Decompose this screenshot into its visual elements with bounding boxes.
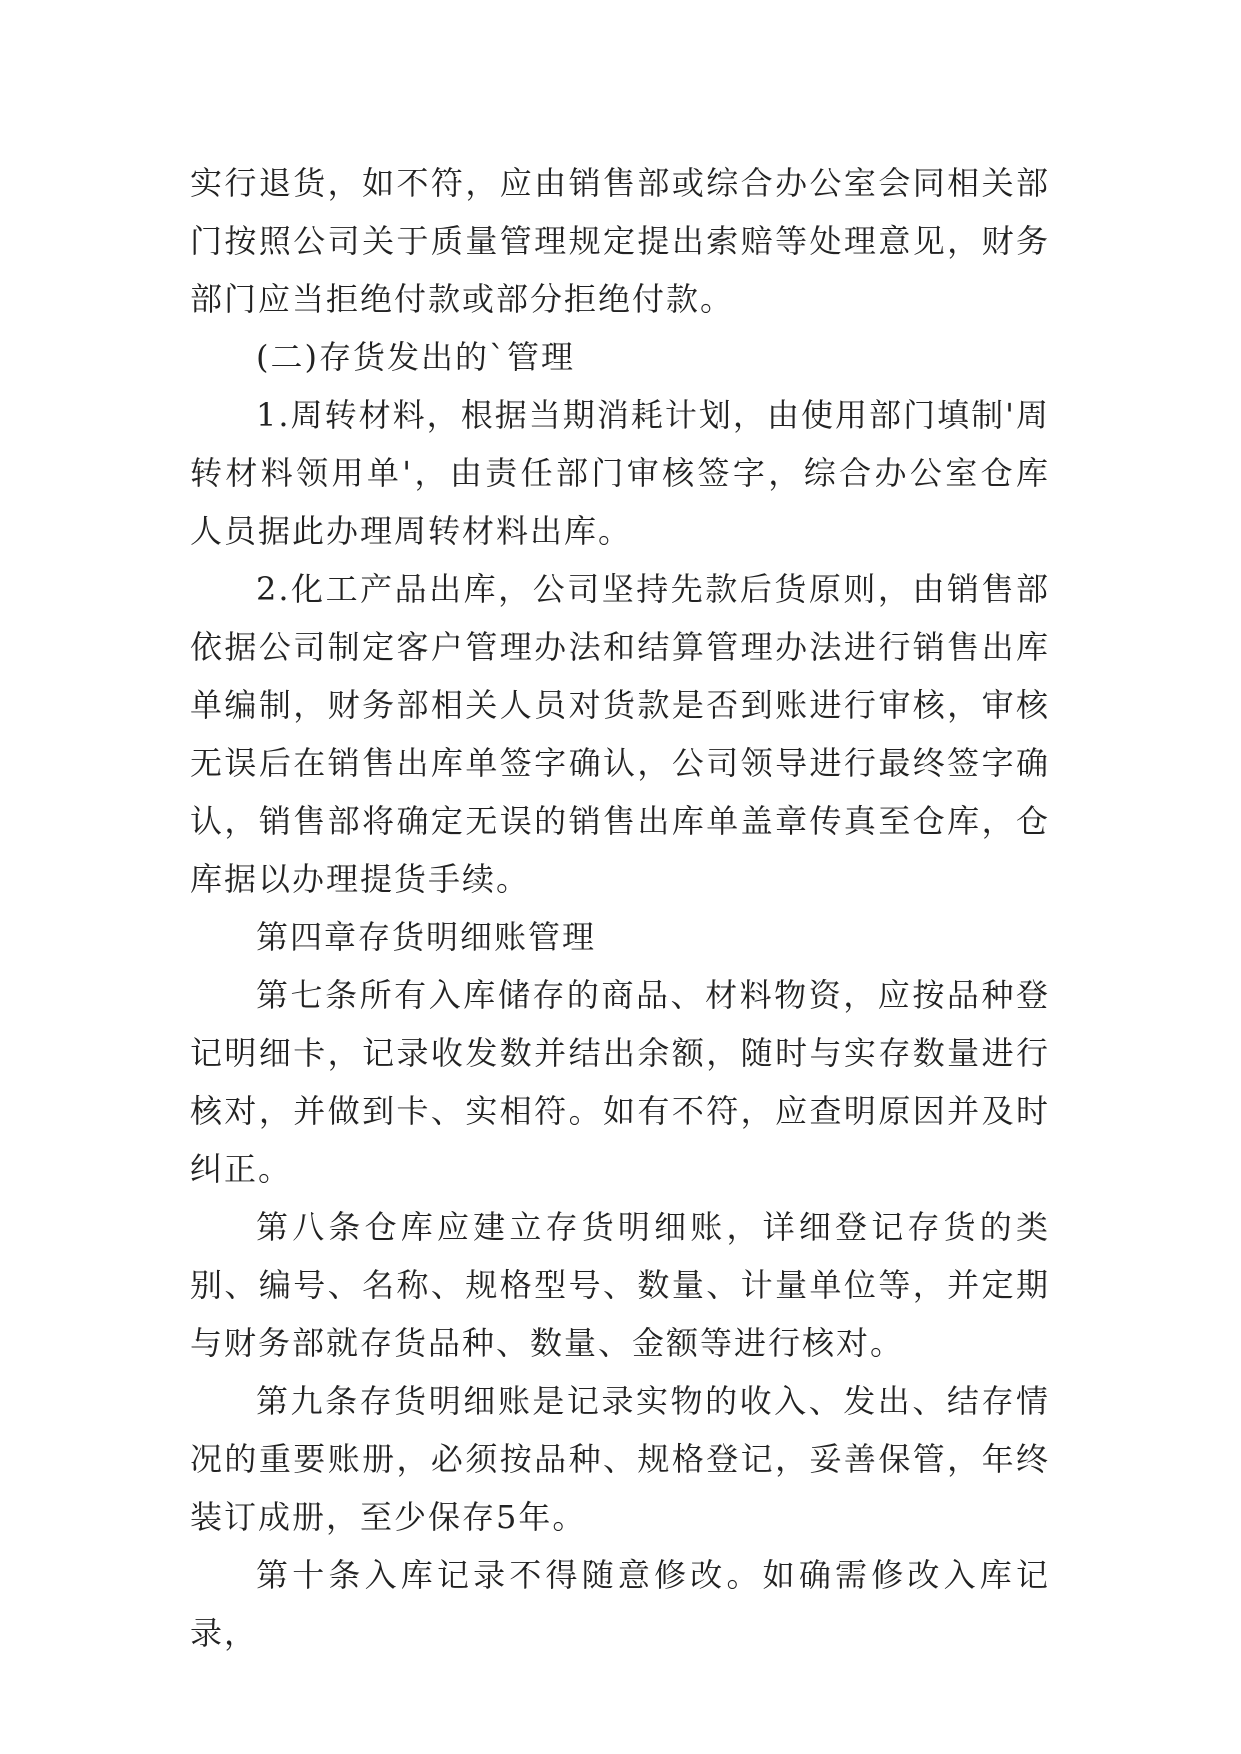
- paragraph-returns-continued: 实行退货，如不符，应由销售部或综合办公室会同相关部门按照公司关于质量管理规定提出索赔等处理意见，财务部门应当拒绝付款或部分拒绝付款。: [190, 164, 1050, 318]
- article-8: 第八条仓库应建立存货明细账，详细登记存货的类别、编号、名称、规格型号、数量、计量单位等，并定期与财务部就存货品种、数量、金额等进行核对。: [190, 1208, 1050, 1362]
- article-10: 第十条入库记录不得随意修改。如确需修改入库记录，: [190, 1556, 1050, 1652]
- document-body: [190, 154, 1050, 1662]
- paragraph-item-2: 2.化工产品出库，公司坚持先款后货原则，由销售部依据公司制定客户管理办法和结算管理办法进行销售出库单编制，财务部相关人员对货款是否到账进行审核，审核无误后在销售出库单签字确认，公司领导进行最终签字确认，销售部将确定无误的销售出库单盖章传真至仓库，仓库据以办理提货手续。: [190, 570, 1050, 898]
- paragraph-item-1: 1.周转材料，根据当期消耗计划，由使用部门填制'周转材料领用单'，由责任部门审核签字，综合办公室仓库人员据此办理周转材料出库。: [190, 396, 1050, 550]
- article-9: 第九条存货明细账是记录实物的收入、发出、结存情况的重要账册，必须按品种、规格登记，妥善保管，年终装订成册，至少保存5年。: [190, 1382, 1050, 1536]
- chapter-heading-4: 第四章存货明细账管理: [256, 918, 597, 956]
- article-7: 第七条所有入库储存的商品、材料物资，应按品种登记明细卡，记录收发数并结出余额，随时与实存数量进行核对，并做到卡、实相符。如有不符，应查明原因并及时纠正。: [190, 976, 1050, 1188]
- section-heading-inventory-issuance: (二)存货发出的`管理: [256, 338, 575, 376]
